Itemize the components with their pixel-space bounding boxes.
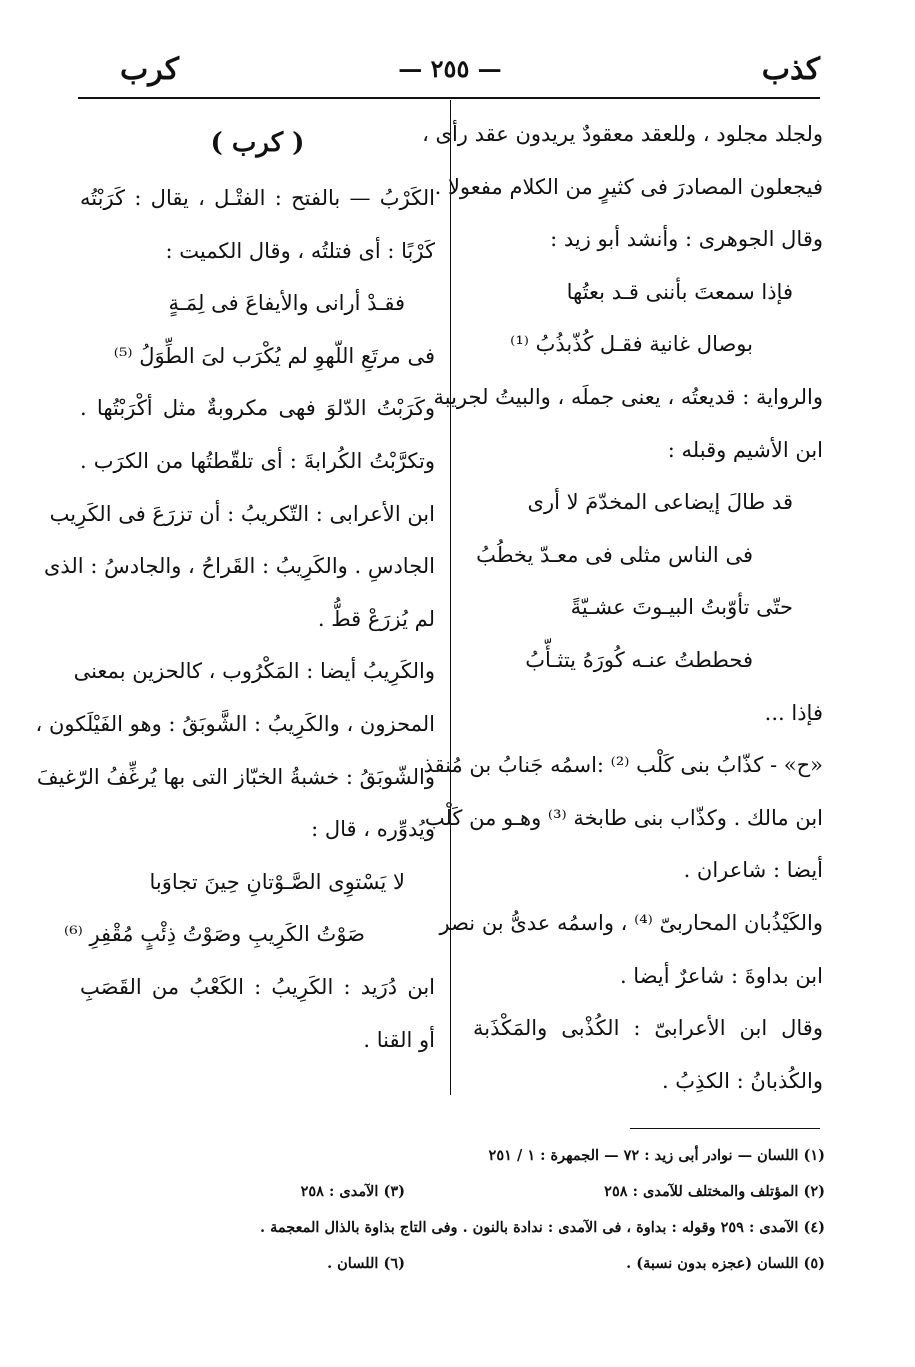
footnote-row [105,1174,825,1210]
text-line: كَرْبًا : أى فتلتُه ، وقال الكميت : [165,238,435,263]
right-headword: كذب [761,52,820,87]
verse-line: فإذا سمعتَ بأننى قـد بعتُها [566,279,793,304]
text-line: الكَرْبُ — بالفتح : الفتْـل ، يقال : كَرَبْتُه [80,186,435,210]
footnote: (٢) المؤتلف والمختلف للآمدى : ٢٥٨ [604,1183,825,1200]
text-line: ابن الأشيم وقبله : [667,437,823,462]
text-line: لم يُزرَعْ قطُّ . [317,606,435,631]
left-column [35,108,435,1066]
verse-line: فى الناس مثلى فى معـدّ يخطُبُ [476,542,753,567]
footnote-row [105,1210,825,1246]
footnote-row [105,1246,825,1282]
verse-line: صَوْتُ الكَرِيبِ وصَوْتُ ذِئْبٍ مُقْفِرِ ⁽⁶⁾ [64,922,365,947]
text-line: المحزون ، والكَرِيبُ : الشَّوبَقُ : وهو الفَيْلَكون ، [35,711,435,736]
footnote-row [105,1138,825,1174]
verse-line: بوصال غانية فقـل كُذّبذُبُ ⁽¹⁾ [510,332,753,357]
footnote: (٣) الآمدى : ٢٥٨ [300,1183,405,1200]
text-line: ابن بداوةَ : شاعرٌ أيضا . [619,963,823,988]
text-line: أيضا : شاعران . [683,858,823,883]
header-rule [78,97,820,99]
text-line: ويُدوِّره ، قال : [311,817,435,842]
footnote-rule [630,1128,820,1129]
section-title: ( كرب ) [210,128,305,158]
text-line: ولجلد مجلود ، وللعقد معقودٌ يريدون عقد رأى ، [422,122,823,146]
running-head [80,52,820,92]
text-line: أو القنا . [363,1027,435,1052]
verse-line: لا يَسْتوِى الصَّـوْتانِ حِينَ تجاوَبا [149,869,405,894]
text-line: «ح» - كذّابُ بنى كَلْب ⁽²⁾ :اسمُه جَنابُ بن مُنقذ [423,753,823,778]
text-line: فإذا ... [764,700,823,725]
verse-line: قد طالَ إيضاعى المخدّمَ لا أرى [527,490,793,515]
text-line: وكَرَبْتُ الدّلوَ فهى مكروبةٌ مثل أكْرَبْتُها . [80,396,435,421]
page-number: — ٢٥٥ — [398,54,502,83]
text-line: الجادسِ . والكَرِيبُ : القَراحُ ، والجادسُ : الذى [43,554,435,579]
text-line: ابن مالك . وكذّاب بنى طابخة ⁽³⁾ وهـو من كَلْب [424,805,823,830]
text-line: وقال الجوهرى : وأنشد أبو زيد : [550,227,823,252]
footnotes [105,1138,825,1282]
text-line: وتكرَّبْتُ الكُرابةَ : أى تلقّطتُها من الكرَب . [80,448,435,473]
text-line: والكَرِيبُ أيضا : المَكْرُوب ، كالحزين بمعنى [73,659,435,684]
text-line: ابن الأعرابى : التّكريبُ : أن تزرَعَ فى الكَرِيب [49,501,435,526]
text-line: ابن دُرَيد : الكَرِيبُ : الكَعْبُ من القَصَبِ [80,974,435,999]
text-line: فيجعلون المصادرَ فى كثيرٍ من الكلام مفعولا . [434,174,823,199]
verse-line: فحططتُ عنـه كُورَهُ يتثـأّبُ [525,647,753,672]
footnote: (٥) اللسان (عجزه بدون نسبة) . [626,1255,825,1272]
text-line: والرواية : قديعتُه ، يعنى جملَه ، والبيتُ لجريبة [433,384,823,409]
footnote: (٤) الآمدى : ٢٥٩ وقوله : بداوة ، فى الآمدى : ندادة بالنون . وفى التاج بذاوة بالذال المعجمة . [259,1219,825,1236]
text-line: والكُذبانُ : الكذِبُ . [661,1068,823,1093]
verse-line: حتّى تأوّبتُ البيـوتَ عشـيّةً [570,595,793,620]
verse-line: فى مرتَعِ اللّهوِ لم يُكْرَب لىَ الطِّوَلُ ⁽⁵⁾ [113,343,435,368]
left-headword: كرب [120,52,180,87]
text-line: والكَيْذُبان المحاربىّ ⁽⁴⁾ ، واسمُه عدىُّ بن نصر [439,910,823,935]
right-column [422,108,823,1107]
verse-line: فقـدْ أرانى والأيفاعَ فى لِمَـةٍ [168,291,405,316]
text-line: والشّوبَقُ : خشبةُ الخبّاز التى بها يُرغِّفُ الرّغيفَ [36,764,435,789]
footnote: (١) اللسان — نوادر أبى زيد : ٧٢ — الجمهرة : ١ / ٢٥١ [488,1147,825,1164]
text-line: وقال ابن الأعرابىّ : الكُذْبى والمَكْذَبة [473,1016,823,1041]
footnote: (٦) اللسان . [327,1255,405,1272]
